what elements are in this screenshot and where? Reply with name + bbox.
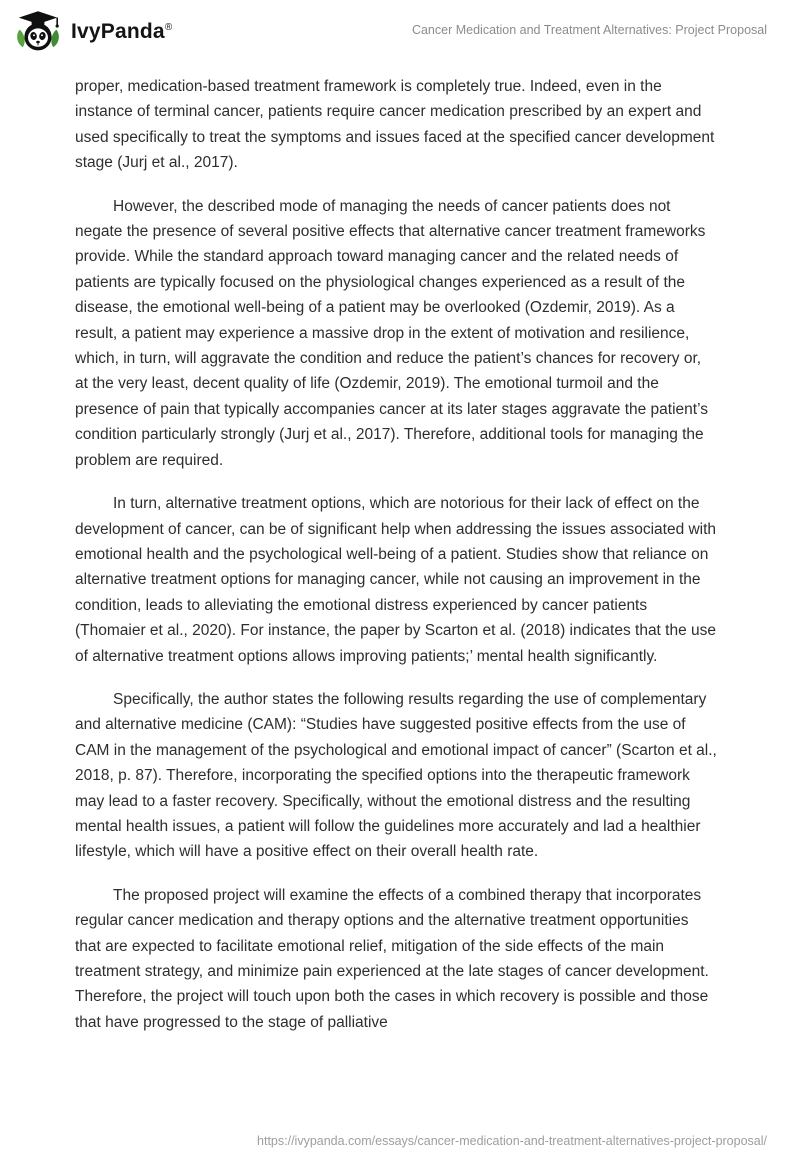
essay-paragraph: proper, medication-based treatment framework is completely true. Indeed, even in the instance of terminal cancer, patients require cancer medication prescribed by an expert and used specifically to treat the symptoms and issues faced at the specified cancer development stage (Jurj et al., 2017).: [75, 78, 715, 172]
essay-paragraph: In turn, alternative treatment options, which are notorious for their lack of effect on the development of cancer, can be of significant help when addressing the issues associated with emotional health and the psychological well-being of a patient. Studies show that reliance on alternative treatment options for managing cancer, while not causing an improvement in the condition, leads to alleviating the emotional distress experienced by cancer patients (Thomaier et al., 2020). For instance, the paper by Scarton et al. (2018) indicates that the use of alternative treatment options allows improving patients;’ mental health significantly.: [75, 495, 717, 665]
essay-body: [0, 56, 800, 1035]
ivypanda-logo[interactable]: [14, 8, 172, 56]
essay-paragraph: Specifically, the author states the following results regarding the use of complementary and alternative medicine (CAM): “Studies have suggested positive effects from the use of CAM in the management of the psychological and emotional impact of cancer” (Scarton et al., 2018, p. 87). Therefore, incorporating the specified options into the therapeutic framework may lead to a faster recovery. Specifically, without the emotional distress and the resulting mental health issues, a patient will follow the guidelines more accurately and lad a healthier lifestyle, which will have a positive effect on their overall health rate.: [75, 690, 717, 861]
ivypanda-panda-icon: [14, 8, 62, 56]
source-url: https://ivypanda.com/essays/cancer-medication-and-treatment-alternatives-project-proposal/: [257, 1134, 767, 1148]
essay-paragraph: The proposed project will examine the effects of a combined therapy that incorporates regular cancer medication and therapy options and the alternative treatment opportunities that are expected to facilitate emotional relief, mitigation of the side effects of the main treatment strategy, and minimize pain experienced at the late stages of cancer development. Therefore, the project will touch upon both the cases in which recovery is possible and those that have progressed to the stage of palliative: [75, 886, 709, 1031]
document-title: Cancer Medication and Treatment Alternatives: Project Proposal: [411, 23, 767, 37]
page-header: [0, 0, 800, 56]
essay-paragraph: However, the described mode of managing the needs of cancer patients does not negate the presence of several positive effects that alternative cancer treatment frameworks provide. While the standard approach toward managing cancer and the related needs of patients are typically focused on the physiological changes experienced as a result of the disease, the emotional well-being of a patient may be overlooked (Ozdemir, 2019). As a result, a patient may experience a massive drop in the extent of motivation and resilience, which, in turn, will aggravate the condition and reduce the patient’s chances for recovery or, at the very least, decent quality of life (Ozdemir, 2019). The emotional turmoil and the presence of pain that typically accompanies cancer at its later stages aggravate the patient’s condition particularly strongly (Jurj et al., 2017). Therefore, additional tools for managing the problem are required.: [75, 197, 708, 469]
brand-wordmark: IvyPanda®: [71, 20, 173, 43]
registered-trademark: ®: [164, 22, 173, 33]
